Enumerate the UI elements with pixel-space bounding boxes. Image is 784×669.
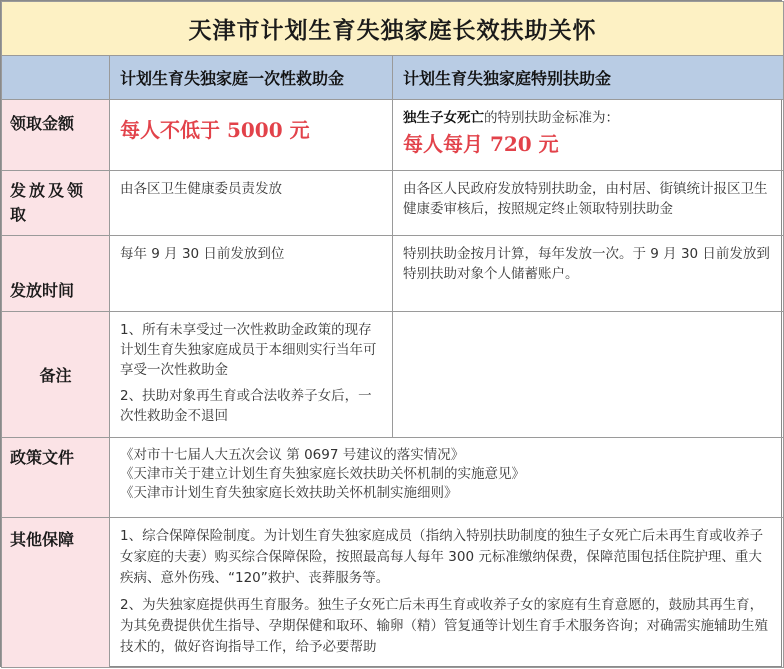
row-timing [2,236,784,312]
notes-special-aid-cell [393,312,784,438]
row-label-timing-text: 发放时间 [10,281,75,300]
other-guarantee-item-1: 1、综合保障保险制度。为计划生育失独家庭成员（指纳入特别扶助制度的独生子女死亡后未再生育或收养子女家庭的夫妻）购买综合保障保险，按照最高每人每年 300 元标准缴纳保费，保障范围包括住院护理、重大疾病、意外伤残、“120”救护、丧葬服务等。 [120,528,764,586]
amount-lump-sum-cell [110,100,393,171]
row-label-other [2,518,110,668]
amount-special-aid-value: 每人每月 720 元 [403,132,559,156]
header-row [2,56,784,100]
amount-special-aid-standard-text: 的特别扶助金标准为： [484,110,619,126]
issuer-lump-sum-cell: 由各区卫生健康委员责发放 [110,171,393,236]
row-label-policy [2,438,110,518]
row-amount [2,100,784,171]
row-other [2,518,784,668]
other-guarantees-cell [110,518,784,668]
policy-document-2: 《天津市关于建立计划生育失独家庭长效扶助关怀机制的实施意见》 [120,466,525,482]
row-label-notes [2,312,110,438]
amount-lump-sum-value: 每人不低于 5000 元 [120,118,310,142]
policy-document-3: 《天津市计划生育失独家庭长效扶助关怀机制实施细则》 [120,485,458,501]
issuer-special-aid-cell: 由各区人民政府发放特别扶助金，由村居、街镇统计报区卫生健康委审核后，按照规定终止领取特别扶助金 [393,171,784,236]
column-header-special-aid: 计划生育失独家庭特别扶助金 [393,56,784,100]
row-label-amount [2,100,110,171]
column-header-lump-sum: 计划生育失独家庭一次性救助金 [110,56,393,100]
row-policy [2,438,784,518]
row-label-other-text: 其他保障 [10,530,75,549]
amount-special-aid-condition: 独生子女死亡 [403,110,484,126]
row-label-issuer [2,171,110,236]
timing-lump-sum-cell: 每年 9 月 30 日前发放到位 [110,236,393,312]
policy-table [1,1,784,668]
row-issuer [2,171,784,236]
header-blank-cell [2,56,110,100]
table-title: 天津市计划生育失独家庭长效扶助关怀 [2,2,784,56]
notes-lump-sum-cell [110,312,393,438]
policy-documents-cell [110,438,784,518]
timing-special-aid-cell: 特别扶助金按月计算，每年发放一次。于 9 月 30 日前发放到特别扶助对象个人储蓄账户。 [393,236,784,312]
row-label-amount-text: 领取金额 [10,114,75,133]
notes-item-1: 1、所有未享受过一次性救助金政策的现存计划生育失独家庭成员于本细则实行当年可享受一次性救助金 [120,322,377,378]
row-notes [2,312,784,438]
row-label-issuer-text: 发放及领取 [10,181,87,224]
amount-special-aid-cell [393,100,784,171]
policy-document-1: 《对市十七届人大五次会议 第 0697 号建议的落实情况》 [120,447,465,463]
notes-item-2: 2、扶助对象再生育或合法收养子女后，一次性救助金不退回 [120,388,372,424]
title-row [2,2,784,56]
other-guarantee-item-2: 2、为失独家庭提供再生育服务。独生子女死亡后未再生育或收养子女的家庭有生育意愿的，鼓励其再生育，为其免费提供优生指导、孕期保健和取环、输卵（精）管复通等计划生育手术服务咨询；对确需实施辅助生殖技术的，做好咨询指导工作，给予必要帮助 [120,597,768,655]
row-label-timing [2,236,110,312]
row-label-notes-text: 备注 [39,366,72,385]
row-label-policy-text: 政策文件 [10,448,75,467]
